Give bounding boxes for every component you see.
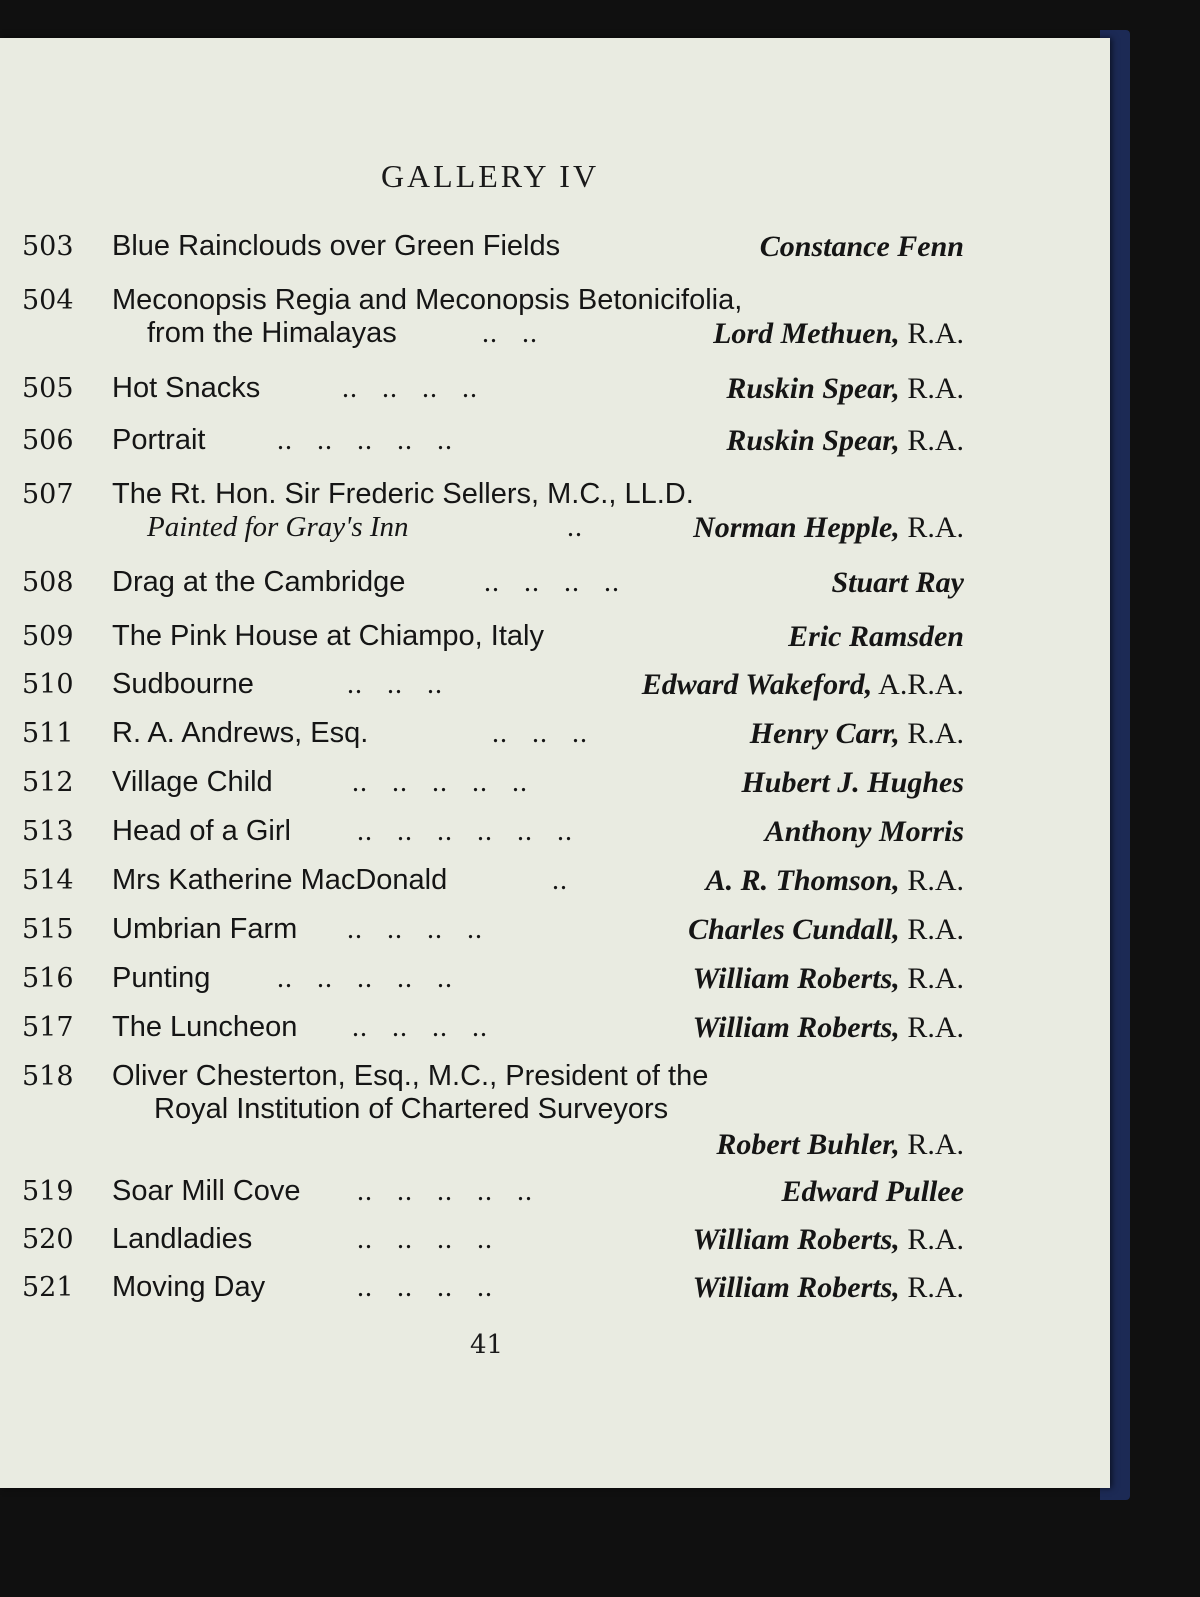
entry-artist: A. R. Thomson, R.A.	[705, 864, 964, 897]
leader-dots: .. .. .. ..	[347, 914, 483, 945]
entry-number: 511	[22, 718, 74, 749]
entry-title: Head of a Girl	[112, 815, 291, 847]
entry-title: The Pink House at Chiampo, Italy	[112, 620, 544, 652]
entry-title: Village Child	[112, 766, 273, 798]
entry-artist: Edward Pullee	[781, 1175, 964, 1208]
entry-title: Soar Mill Cove	[112, 1175, 301, 1207]
leader-dots: .. .. ..	[492, 718, 588, 749]
entry-artist: Robert Buhler, R.A.	[716, 1128, 964, 1161]
entry-artist: Ruskin Spear, R.A.	[726, 372, 964, 405]
leader-dots: .. .. .. ..	[484, 567, 620, 598]
leader-dots: .. .. ..	[347, 669, 443, 700]
entry-number: 516	[22, 963, 74, 994]
entry-artist: Norman Hepple, R.A.	[693, 511, 964, 544]
entry-number: 504	[22, 285, 74, 316]
leader-dots: .. .. .. ..	[342, 373, 478, 404]
page-number: 41	[470, 1330, 504, 1360]
leader-dots: .. .. .. ..	[357, 1272, 493, 1303]
entry-title: The Rt. Hon. Sir Frederic Sellers, M.C., LL.D.	[112, 478, 694, 510]
entry-number: 515	[22, 914, 74, 945]
entry-title-continuation: Royal Institution of Chartered Surveyors	[154, 1093, 669, 1125]
entry-number: 510	[22, 669, 74, 700]
entry-number: 514	[22, 865, 74, 896]
leader-dots: .. .. .. .. ..	[352, 767, 528, 798]
leader-dots: .. .. .. .. ..	[277, 425, 453, 456]
leader-dots: .. .. .. ..	[357, 1224, 493, 1255]
entry-title: Oliver Chesterton, Esq., M.C., President of the	[112, 1060, 709, 1092]
entry-title: R. A. Andrews, Esq.	[112, 717, 369, 749]
entry-number: 521	[22, 1272, 74, 1303]
entry-title: Punting	[112, 962, 211, 994]
entry-number: 506	[22, 425, 74, 456]
entry-title: Mrs Katherine MacDonald	[112, 864, 448, 896]
entry-artist: William Roberts, R.A.	[692, 1011, 964, 1044]
entry-artist: Edward Wakeford, A.R.A.	[641, 668, 964, 701]
entry-title: Hot Snacks	[112, 372, 261, 404]
entry-title-continuation: Painted for Gray's Inn	[147, 511, 409, 543]
entry-number: 512	[22, 767, 74, 798]
entry-artist: Lord Methuen, R.A.	[713, 317, 964, 350]
entry-artist: Constance Fenn	[759, 230, 964, 263]
entry-number: 518	[22, 1061, 74, 1092]
entry-number: 519	[22, 1176, 74, 1207]
entry-title: Portrait	[112, 424, 206, 456]
entry-number: 503	[22, 231, 74, 262]
entry-artist: Stuart Ray	[831, 566, 964, 599]
leader-dots: .. .. .. .. ..	[357, 1176, 533, 1207]
entry-artist: Hubert J. Hughes	[741, 766, 964, 799]
page-heading: GALLERY IV	[380, 158, 600, 194]
entry-title: Sudbourne	[112, 668, 254, 700]
entry-number: 520	[22, 1224, 74, 1255]
entry-title: Umbrian Farm	[112, 913, 298, 945]
entry-title: Drag at the Cambridge	[112, 566, 406, 598]
entry-artist: Eric Ramsden	[788, 620, 964, 653]
entry-artist: Charles Cundall, R.A.	[688, 913, 964, 946]
entry-number: 517	[22, 1012, 74, 1043]
entry-number: 507	[22, 479, 74, 510]
entry-artist: Ruskin Spear, R.A.	[726, 424, 964, 457]
entry-title: Moving Day	[112, 1271, 266, 1303]
entry-number: 509	[22, 621, 74, 652]
leader-dots: .. .. .. ..	[352, 1012, 488, 1043]
leader-dots: ..	[567, 512, 583, 543]
entry-title: The Luncheon	[112, 1011, 298, 1043]
leader-dots: .. ..	[482, 318, 538, 349]
entry-number: 513	[22, 816, 74, 847]
entry-artist: Henry Carr, R.A.	[749, 717, 964, 750]
entry-artist: William Roberts, R.A.	[692, 1223, 964, 1256]
entry-number: 505	[22, 373, 74, 404]
entry-artist: Anthony Morris	[764, 815, 964, 848]
leader-dots: .. .. .. .. .. ..	[357, 816, 573, 847]
catalogue-page	[0, 38, 1110, 1488]
entry-title: Blue Rainclouds over Green Fields	[112, 230, 561, 262]
leader-dots: ..	[552, 865, 568, 896]
entry-artist: William Roberts, R.A.	[692, 1271, 964, 1304]
entry-number: 508	[22, 567, 74, 598]
entry-title: Meconopsis Regia and Meconopsis Betonicifolia,	[112, 284, 743, 316]
entry-artist: William Roberts, R.A.	[692, 962, 964, 995]
entry-title: Landladies	[112, 1223, 253, 1255]
entry-title-continuation: from the Himalayas	[147, 317, 397, 349]
leader-dots: .. .. .. .. ..	[277, 963, 453, 994]
